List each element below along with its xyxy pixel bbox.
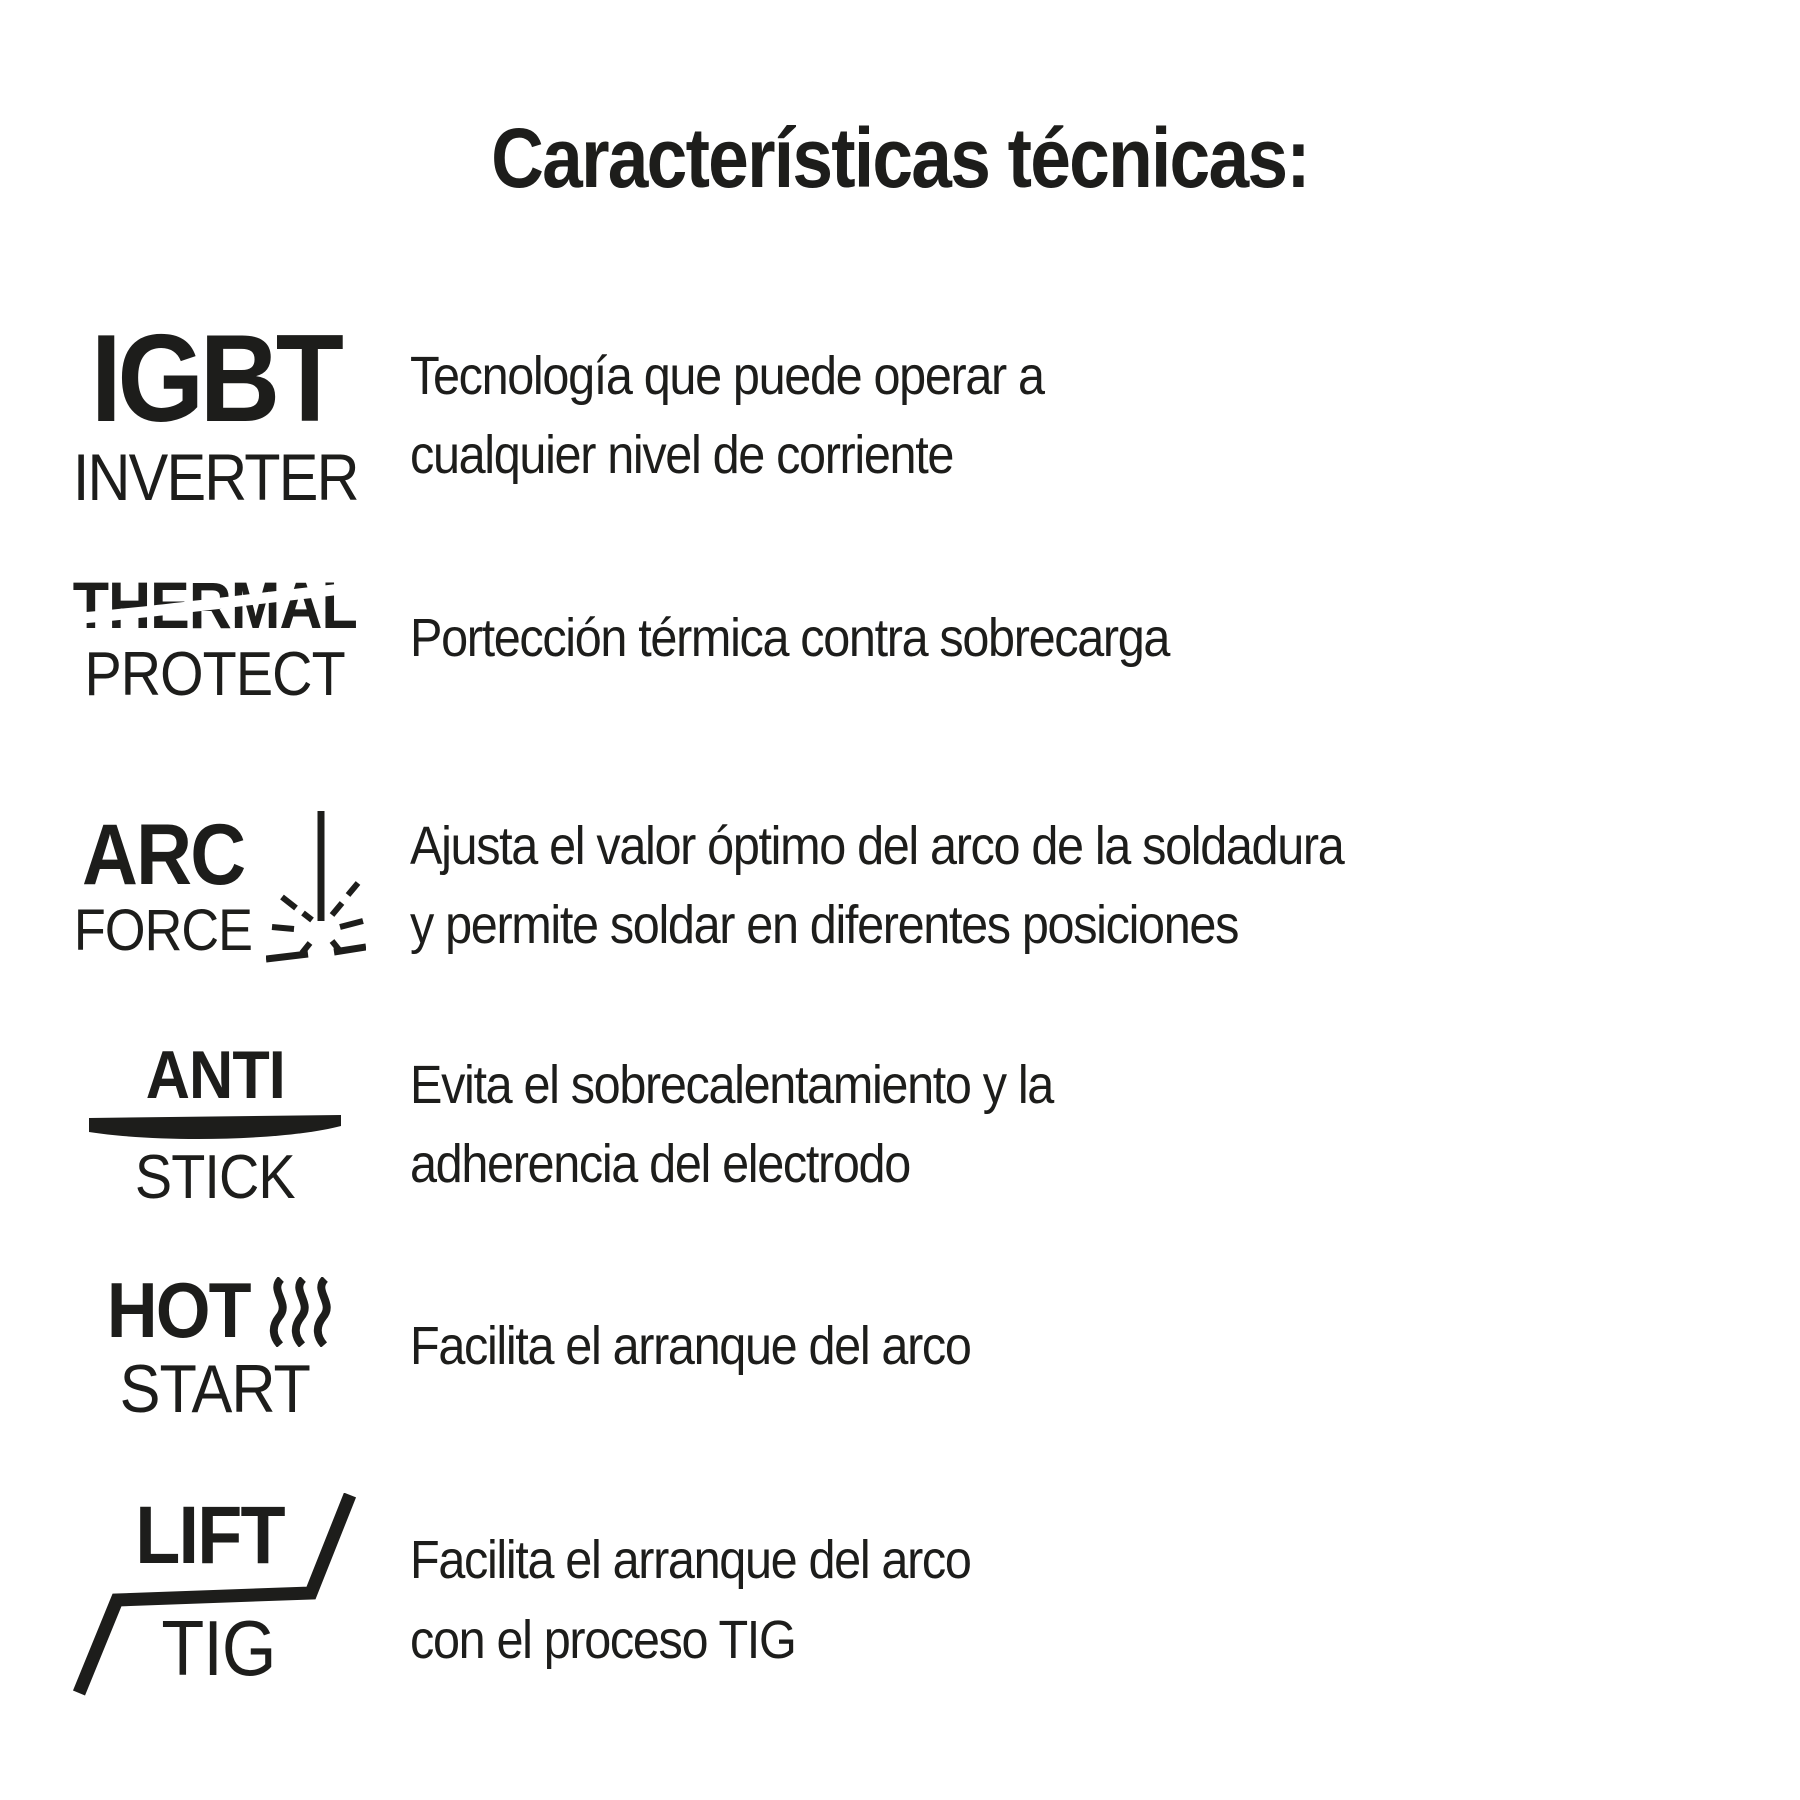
tig-logo-text: TIG	[161, 1604, 276, 1693]
description-line: Tecnología que puede operar a	[410, 345, 1044, 406]
welding-spark-icon	[266, 811, 366, 971]
lift-tig-description	[410, 1521, 1612, 1680]
arc-logo-text: ARC	[81, 807, 245, 904]
hot-start-description	[410, 1307, 1612, 1386]
description-line: Portección térmica contra sobrecarga	[410, 608, 1170, 669]
feature-row-lift-tig	[55, 1490, 1745, 1708]
page-title: Características técnicas:	[491, 111, 1309, 205]
white-strike-band-icon	[68, 572, 363, 638]
igbt-logo-text: IGBT	[90, 310, 340, 448]
feature-row-igbt-inverter	[55, 310, 1745, 515]
arc-force-logo	[55, 801, 375, 971]
protect-logo-text: PROTECT	[84, 640, 346, 710]
curved-bar-icon	[89, 1115, 341, 1145]
description-line: Evita el sobrecalentamiento y la	[410, 1054, 1053, 1115]
arc-force-description	[410, 807, 1612, 966]
lift-tig-logo	[55, 1490, 365, 1708]
description-line: y permite soldar en diferentes posiciones	[410, 895, 1239, 956]
igbt-inverter-logo	[55, 310, 375, 515]
description-line: Facilita el arranque del arco	[410, 1316, 971, 1377]
igbt-description	[410, 337, 1612, 496]
lift-logo-text: LIFT	[135, 1490, 284, 1582]
description-line: Facilita el arranque del arco	[410, 1530, 971, 1591]
description-line: cualquier nivel de corriente	[410, 425, 954, 486]
feature-row-hot-start	[55, 1266, 1745, 1428]
thermal-protect-logo	[55, 568, 375, 710]
thermal-description	[410, 599, 1612, 678]
start-logo-text: START	[119, 1351, 311, 1428]
inverter-logo-text: INVERTER	[72, 440, 358, 515]
anti-stick-logo	[55, 1037, 375, 1213]
hot-logo-text: HOT	[106, 1266, 250, 1355]
feature-row-arc-force	[55, 801, 1745, 971]
hot-start-logo	[55, 1266, 375, 1428]
description-line: Ajusta el valor óptimo del arco de la soldadura	[410, 815, 1344, 876]
anti-stick-description	[410, 1046, 1612, 1205]
heat-waves-icon	[267, 1277, 331, 1347]
feature-row-anti-stick	[55, 1037, 1745, 1213]
thermal-logo-text: THERMAL	[72, 568, 358, 643]
stick-logo-text: STICK	[135, 1143, 295, 1213]
description-line: con el proceso TIG	[410, 1609, 796, 1670]
feature-row-thermal-protect	[55, 568, 1745, 710]
description-line: adherencia del electrodo	[410, 1134, 910, 1195]
force-logo-text: FORCE	[73, 898, 253, 964]
anti-logo-text: ANTI	[145, 1037, 285, 1114]
